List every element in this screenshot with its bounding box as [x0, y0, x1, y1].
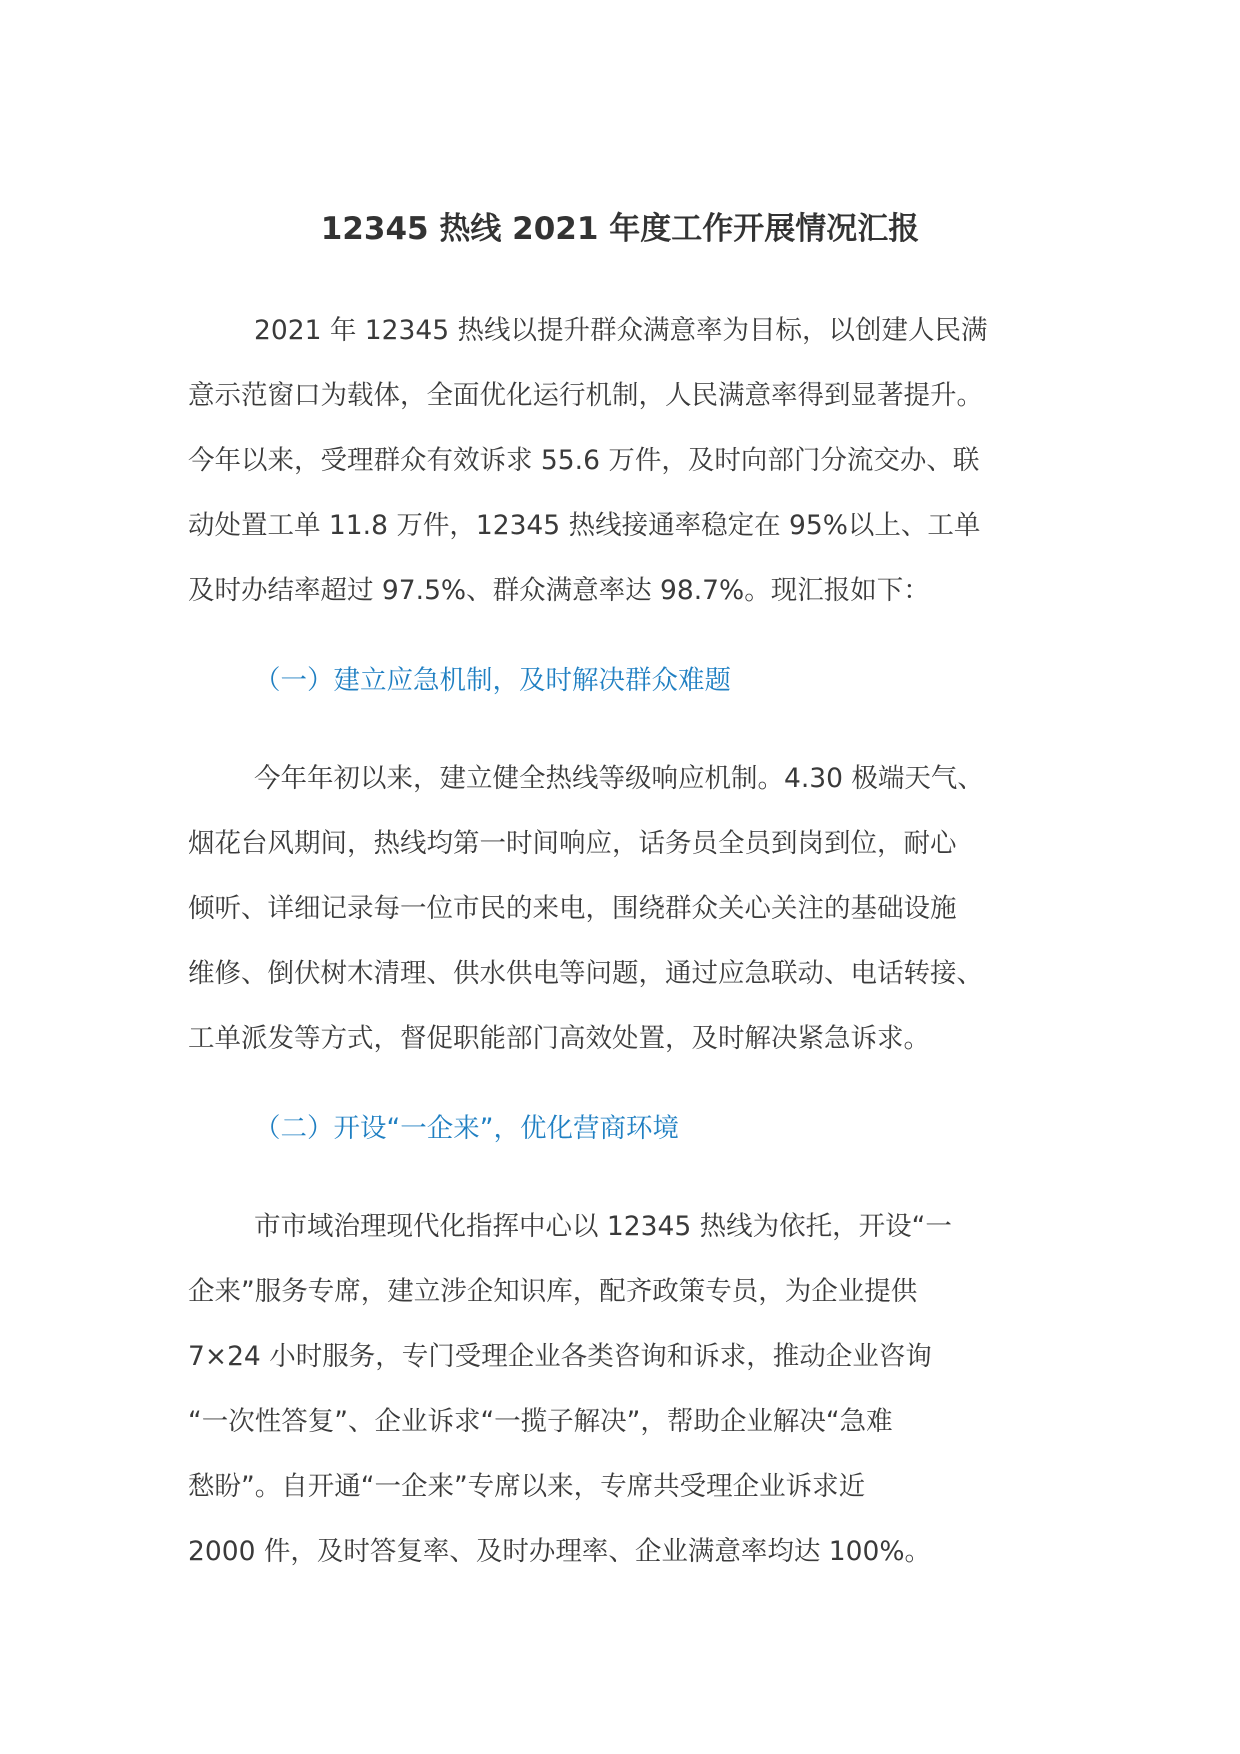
- paragraph-line: 烟花台风期间，热线均第一时间响应，话务员全员到岗到位，耐心: [188, 828, 957, 859]
- paragraph-line: 市市域治理现代化指挥中心以 12345 热线为依托，开设“一: [254, 1211, 952, 1242]
- paragraph-line: 意示范窗口为载体，全面优化运行机制，人民满意率得到显著提升。: [188, 380, 983, 411]
- paragraph-line: 2000 件，及时答复率、及时办理率、企业满意率均达 100%。: [188, 1536, 932, 1567]
- paragraph-line: 及时办结率超过 97.5%、群众满意率达 98.7%。现汇报如下：: [188, 575, 930, 606]
- paragraph-line: “一次性答复”、企业诉求“一揽子解决”，帮助企业解决“急难: [188, 1406, 893, 1437]
- paragraph-line: 企来”服务专席，建立涉企知识库，配齐政策专员，为企业提供: [188, 1276, 918, 1307]
- paragraph-line: 2021 年 12345 热线以提升群众满意率为目标，以创建人民满: [254, 315, 988, 346]
- section-heading-emergency: （一）建立应急机制，及时解决群众难题: [254, 665, 731, 696]
- paragraph-line: 工单派发等方式，督促职能部门高效处置，及时解决紧急诉求。: [188, 1023, 930, 1054]
- paragraph-line: 愁盼”。自开通“一企来”专席以来，专席共受理企业诉求近: [188, 1471, 866, 1502]
- paragraph-line: 维修、倒伏树木清理、供水供电等问题，通过应急联动、电话转接、: [188, 958, 983, 989]
- business-paragraph: [188, 1194, 1058, 1584]
- section-heading-business: （二）开设“一企来”，优化营商环境: [254, 1113, 679, 1144]
- paragraph-line: 今年年初以来，建立健全热线等级响应机制。4.30 极端天气、: [254, 763, 984, 794]
- paragraph-line: 动处置工单 11.8 万件，12345 热线接通率稳定在 95%以上、工单: [188, 510, 981, 541]
- paragraph-line: 倾听、详细记录每一位市民的来电，围绕群众关心关注的基础设施: [188, 893, 957, 924]
- document-title: 12345 热线 2021 年度工作开展情况汇报: [320, 211, 920, 247]
- emergency-paragraph: [188, 746, 1058, 1071]
- intro-paragraph: [188, 298, 1058, 623]
- paragraph-line: 今年以来，受理群众有效诉求 55.6 万件，及时向部门分流交办、联: [188, 445, 980, 476]
- paragraph-line: 7×24 小时服务，专门受理企业各类咨询和诉求，推动企业咨询: [188, 1341, 932, 1372]
